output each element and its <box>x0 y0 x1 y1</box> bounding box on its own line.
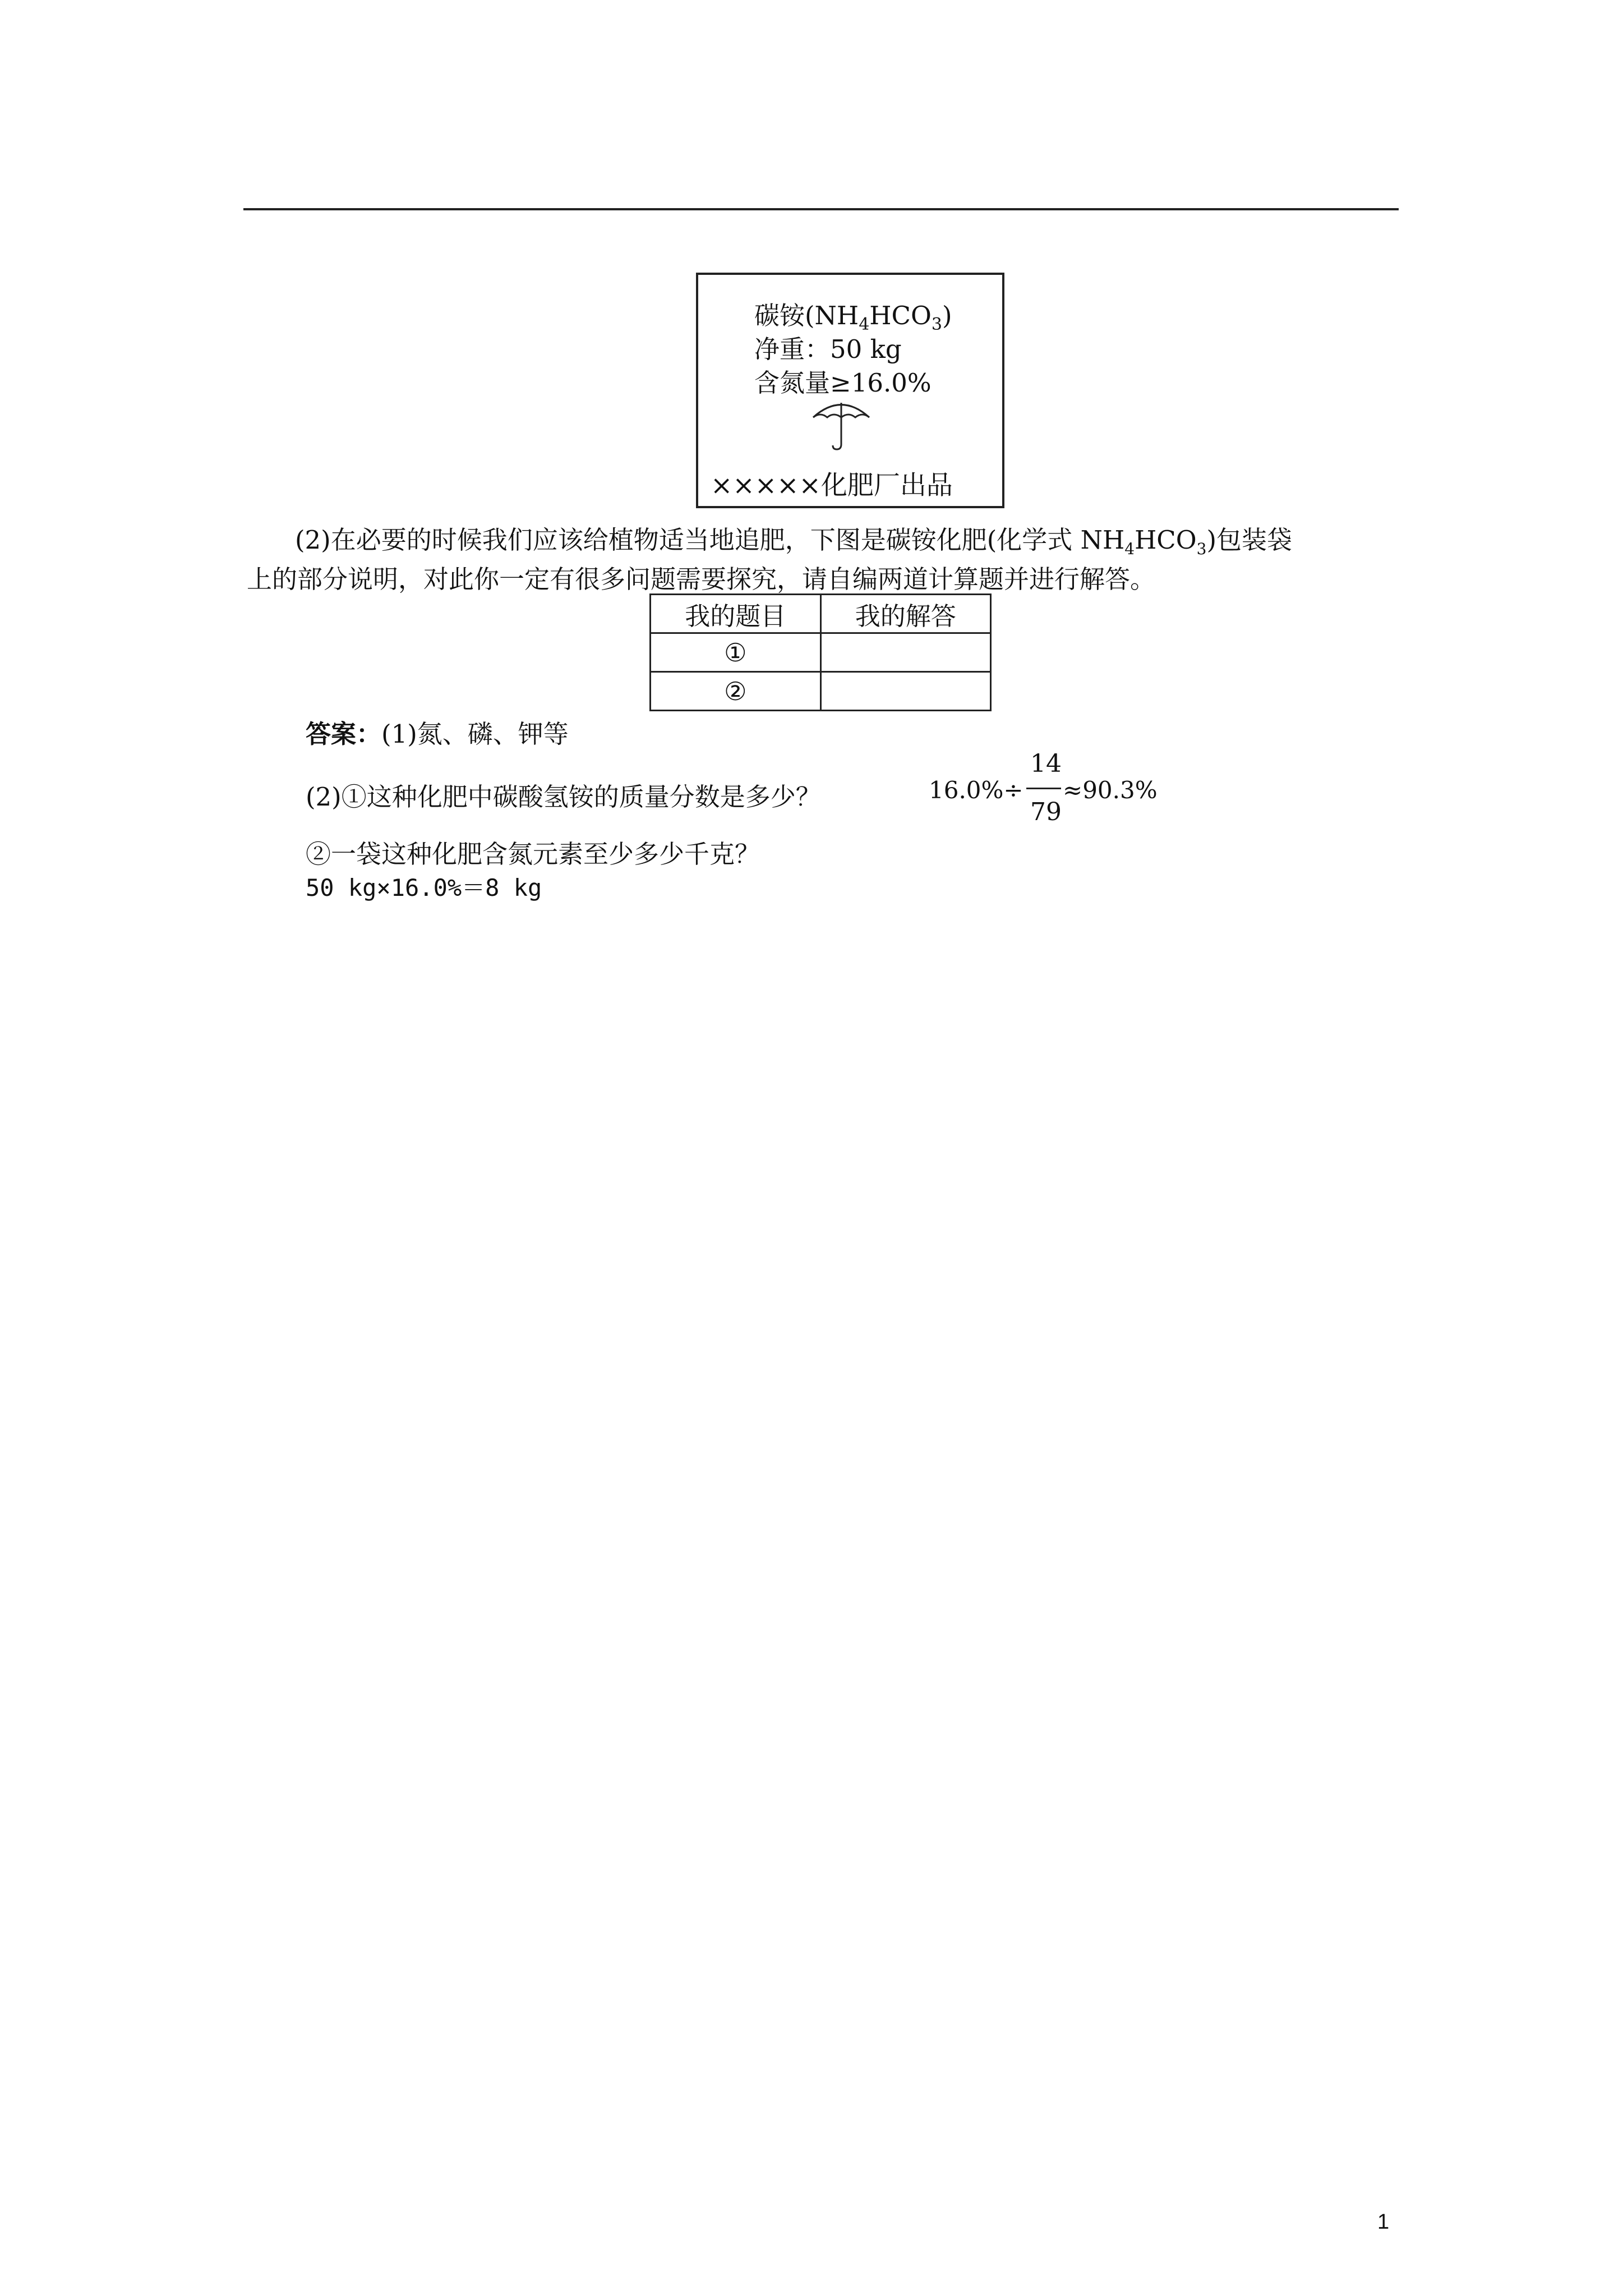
table-header-row <box>651 595 991 633</box>
question-line-1: (2)在必要的时候我们应该给植物适当地追肥，下图是碳铵化肥(化学式 $NH_4HCO_3$)包装袋 <box>295 525 1293 558</box>
table-cell <box>820 633 991 672</box>
fraction-numerator: 14 <box>1030 749 1062 778</box>
umbrella-icon <box>810 395 872 451</box>
table-cell: ① <box>651 633 821 672</box>
table-cell <box>820 672 991 711</box>
answer-question-2: ②一袋这种化肥含氮元素至少多少千克？ <box>306 839 760 869</box>
answer-part-1: 答案：(1)氮、磷、钾等 <box>306 719 569 749</box>
table-cell: ② <box>651 672 821 711</box>
answer-calc-1-left: 16.0%÷ <box>929 776 1023 804</box>
answer-question-1: (2)①这种化肥中碳酸氢铵的质量分数是多少？ <box>306 782 821 812</box>
question-line-2: 上的部分说明，对此你一定有很多问题需要探究，请自编两道计算题并进行解答。 <box>247 564 1156 594</box>
label-product-name: 碳铵$(NH_4HCO_3)$ <box>754 301 952 334</box>
header-rule <box>243 208 1399 210</box>
table-header-cell: 我的题目 <box>651 595 821 633</box>
table-row <box>651 633 991 672</box>
page-number: 1 <box>1377 2210 1390 2234</box>
table-row <box>651 672 991 711</box>
fraction-denominator: 79 <box>1030 798 1062 826</box>
answer-label: 答案： <box>306 719 382 749</box>
answer-calc-1-right: ≈90.3% <box>1063 776 1158 804</box>
fertilizer-label-box <box>696 273 1004 508</box>
question-table <box>649 593 992 711</box>
answer-calc-2: 50 kg×16.0%＝8 kg <box>306 874 542 901</box>
label-manufacturer: ×××××化肥厂出品 <box>711 470 953 501</box>
label-net-weight: 净重：50 kg <box>754 334 902 364</box>
table-header-cell: 我的解答 <box>820 595 991 633</box>
fraction-bar <box>1026 788 1061 789</box>
label-nitrogen-content: 含氮量≥16.0% <box>754 368 932 398</box>
